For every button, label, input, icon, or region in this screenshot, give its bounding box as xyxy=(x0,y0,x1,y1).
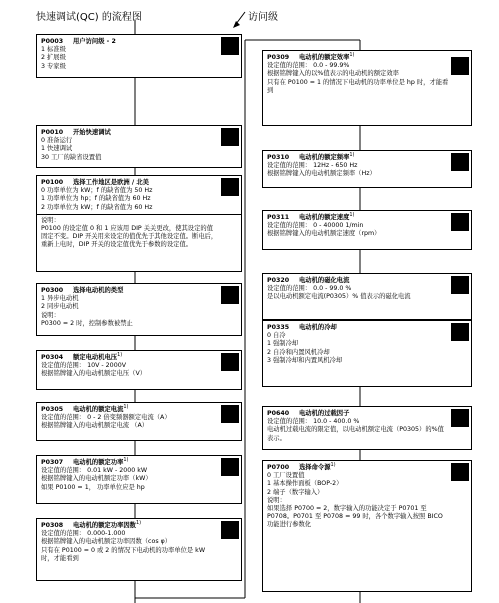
option-line: 2 扩展级 xyxy=(41,54,66,62)
access-level-marker xyxy=(451,213,469,231)
option-line: 2 自冷和内置风机冷却 xyxy=(267,348,330,356)
description-line: 电动机过载电流的限定值，以电动机额定电流（P0305）的%值表示。 xyxy=(267,426,444,442)
param-code: P0003 xyxy=(41,38,64,45)
footnote-mark: 1) xyxy=(135,519,142,526)
param-box-p0300 xyxy=(36,283,242,336)
param-box-p0010 xyxy=(36,125,242,168)
access-level-marker xyxy=(451,276,469,294)
param-box-p0311 xyxy=(262,210,472,250)
option-line: 0 工厂设置值 xyxy=(267,472,305,480)
param-code: P0311 xyxy=(267,214,290,221)
access-level-marker xyxy=(451,409,469,427)
description-line: 根据铭牌键入的以%值表示的电动机的额定效率 xyxy=(267,70,399,78)
footnote-mark: 1) xyxy=(117,351,123,358)
footnote-mark: 1) xyxy=(123,403,129,410)
param-box-p0310 xyxy=(262,150,472,188)
range-line: 设定值的范围： 10V - 2000V xyxy=(41,362,127,370)
note-heading: 说明： xyxy=(267,496,286,504)
option-line: 30 工厂的缺省设置值 xyxy=(41,153,102,161)
range-line: 设定值的范围： 0.000-1.000 xyxy=(41,530,126,538)
param-box-p0700 xyxy=(262,460,472,592)
option-line: 2 同步电动机 xyxy=(41,303,79,311)
param-box-p0003 xyxy=(36,34,242,78)
range-line: 设定值的范围： 10.0 - 400.0 % xyxy=(267,418,360,426)
note-text: 如果 P0100 = 1， 功率单位应是 hp xyxy=(41,483,145,491)
param-title: 开始快速调试 xyxy=(73,129,111,136)
range-line: 设定值的范围： 0.0 - 99.0 % xyxy=(267,285,352,293)
param-code: P0300 xyxy=(41,287,64,294)
note-text: 如果选择 P0700 = 2，数字输入的功能决定于 P0701 至 P0708。P0701 至 P0708 = 99 时，各个数字输入按照 BICO 功能进行参数化 xyxy=(267,505,443,529)
access-level-marker xyxy=(221,405,239,423)
description-line: 是以电动机额定电流(P0305）% 值表示的磁化电流 xyxy=(267,293,411,301)
range-line: 设定值的范围： 12Hz - 650 Hz xyxy=(267,162,358,170)
option-line: 1 标准级 xyxy=(41,46,66,54)
param-box-p0307 xyxy=(36,455,242,504)
option-line: 2 功率单位为 kW；f 的缺省值为 60 Hz xyxy=(41,203,153,211)
description-line: 根据铭牌键入的电动机额定电流 （A） xyxy=(41,422,149,430)
param-box-p0309 xyxy=(262,50,472,126)
param-code: P0304 xyxy=(41,354,64,361)
param-title: 额定电动机电压 xyxy=(73,354,118,361)
access-level-marker xyxy=(221,286,239,304)
param-box-p0308 xyxy=(36,518,242,581)
param-box-p0320 xyxy=(262,273,472,320)
option-line: 0 自冷 xyxy=(267,332,286,340)
footnote-mark: 1) xyxy=(123,456,129,463)
description-line: 根据铭牌键入的电动机额定功率（kW） xyxy=(41,475,152,483)
access-level-marker xyxy=(221,353,239,371)
description-line: 根据铭牌键入的电动机额定功率因数（cos φ） xyxy=(41,538,172,546)
param-code: P0305 xyxy=(41,406,64,413)
param-code: P0308 xyxy=(41,522,64,529)
param-code: P0307 xyxy=(41,459,64,466)
param-code: P0100 xyxy=(41,179,64,186)
description-line: 根据铭牌键入的电动机额定频率（Hz） xyxy=(267,170,376,178)
access-level-marker xyxy=(451,323,469,341)
description-line: 根据铭牌键入的电动机额定电压（V） xyxy=(41,370,147,378)
range-line: 设定值的范围： 0.01 kW - 2000 kW xyxy=(41,467,148,475)
param-title: 选择工作地区是欧洲 / 北美 xyxy=(73,179,149,186)
option-line: 1 功率单位为 hp；f 的缺省值为 60 Hz xyxy=(41,195,151,203)
flowchart-title: 快速调试(QC) 的流程图 xyxy=(36,12,142,23)
access-level-marker xyxy=(221,128,239,146)
param-title: 电动机的额定功率 xyxy=(73,459,124,466)
param-title: 电动机的额定速度 xyxy=(299,214,350,221)
param-box-p0640 xyxy=(262,406,472,450)
option-line: 1 异步电动机 xyxy=(41,295,79,303)
param-title: 选择命令源 xyxy=(299,464,331,471)
footnote-mark: 1) xyxy=(349,211,355,218)
param-box-p0100 xyxy=(36,175,242,272)
description-line: 根据铭牌键入的电动机额定速度（rpm） xyxy=(267,230,381,238)
param-code: P0309 xyxy=(267,54,290,61)
param-title: 电动机的过载因子 xyxy=(299,410,350,417)
param-box-p0335 xyxy=(262,320,472,387)
param-code: P0700 xyxy=(267,464,290,471)
option-line: 1 强制冷却 xyxy=(267,340,299,348)
param-title: 电动机的冷却 xyxy=(299,324,337,331)
option-line: 3 专家级 xyxy=(41,62,66,70)
access-level-marker xyxy=(451,153,469,171)
param-title: 选择电动机的类型 xyxy=(73,287,124,294)
option-line: 0 功率单位为 kW；f 的缺省值为 50 Hz xyxy=(41,187,153,195)
param-code: P0310 xyxy=(267,154,290,161)
param-title: 电动机的额定电流 xyxy=(73,406,124,413)
access-level-marker xyxy=(221,521,239,539)
option-line: 2 端子（数字输入） xyxy=(267,488,324,496)
param-title: 用户访问级 - 2 xyxy=(73,38,116,45)
note-text: P0300 = 2 时，控制参数被禁止 xyxy=(41,319,133,327)
option-line: 0 准备运行 xyxy=(41,137,73,145)
footnote-mark: 1) xyxy=(330,461,336,468)
access-level-marker xyxy=(221,37,239,55)
param-title: 电动机的额定效率 xyxy=(299,54,350,61)
note-text: P0100 的设定值 0 和 1 应该用 DIP 关关更改，使其设定的值固定不变。DIP 开关用来设定的值优先于其他设定值。断电后，重新上电时，DIP 开关的设定值优先于参数的设定值。 xyxy=(41,225,218,249)
access-level-marker xyxy=(451,463,469,481)
divider xyxy=(37,214,241,215)
param-title: 电动机的额定功率因数 xyxy=(73,522,136,529)
param-code: P0320 xyxy=(267,277,290,284)
param-title: 电动机的磁化电流 xyxy=(299,277,350,284)
param-code: P0010 xyxy=(41,129,64,136)
access-level-marker xyxy=(221,458,239,476)
access-level-label: 访问级 xyxy=(248,12,278,23)
note-text: 只有在 P0100 = 1 的情况下电动机的功率单位是 hp 时，才能看到 xyxy=(267,78,449,94)
param-title: 电动机的额定频率 xyxy=(299,154,350,161)
option-line: 1 基本操作面板（BOP-2） xyxy=(267,480,343,488)
option-line: 3 强制冷却和内置风机冷却 xyxy=(267,356,343,364)
param-box-p0305 xyxy=(36,402,242,441)
access-level-marker xyxy=(221,178,239,196)
note-text: 只有在 P0100 = 0 或 2 的情况下电动机的功率单位是 kW 时，才能看到 xyxy=(41,546,206,562)
range-line: 设定值的范围： 0.0 - 99.9% xyxy=(267,62,350,70)
param-code: P0335 xyxy=(267,324,290,331)
range-line: 设定值的范围： 0 - 2 倍变频器额定电流（A） xyxy=(41,414,171,422)
footnote-mark: 1) xyxy=(349,151,355,158)
access-level-marker xyxy=(451,57,469,75)
param-code: P0640 xyxy=(267,410,290,417)
param-box-p0304 xyxy=(36,350,242,390)
footnote-mark: 1) xyxy=(349,51,355,58)
option-line: 1 快速调试 xyxy=(41,145,73,153)
range-line: 设定值的范围： 0 - 40000 1/min xyxy=(267,222,364,230)
note-heading: 说明： xyxy=(41,311,60,319)
note-heading: 说明： xyxy=(41,216,60,224)
